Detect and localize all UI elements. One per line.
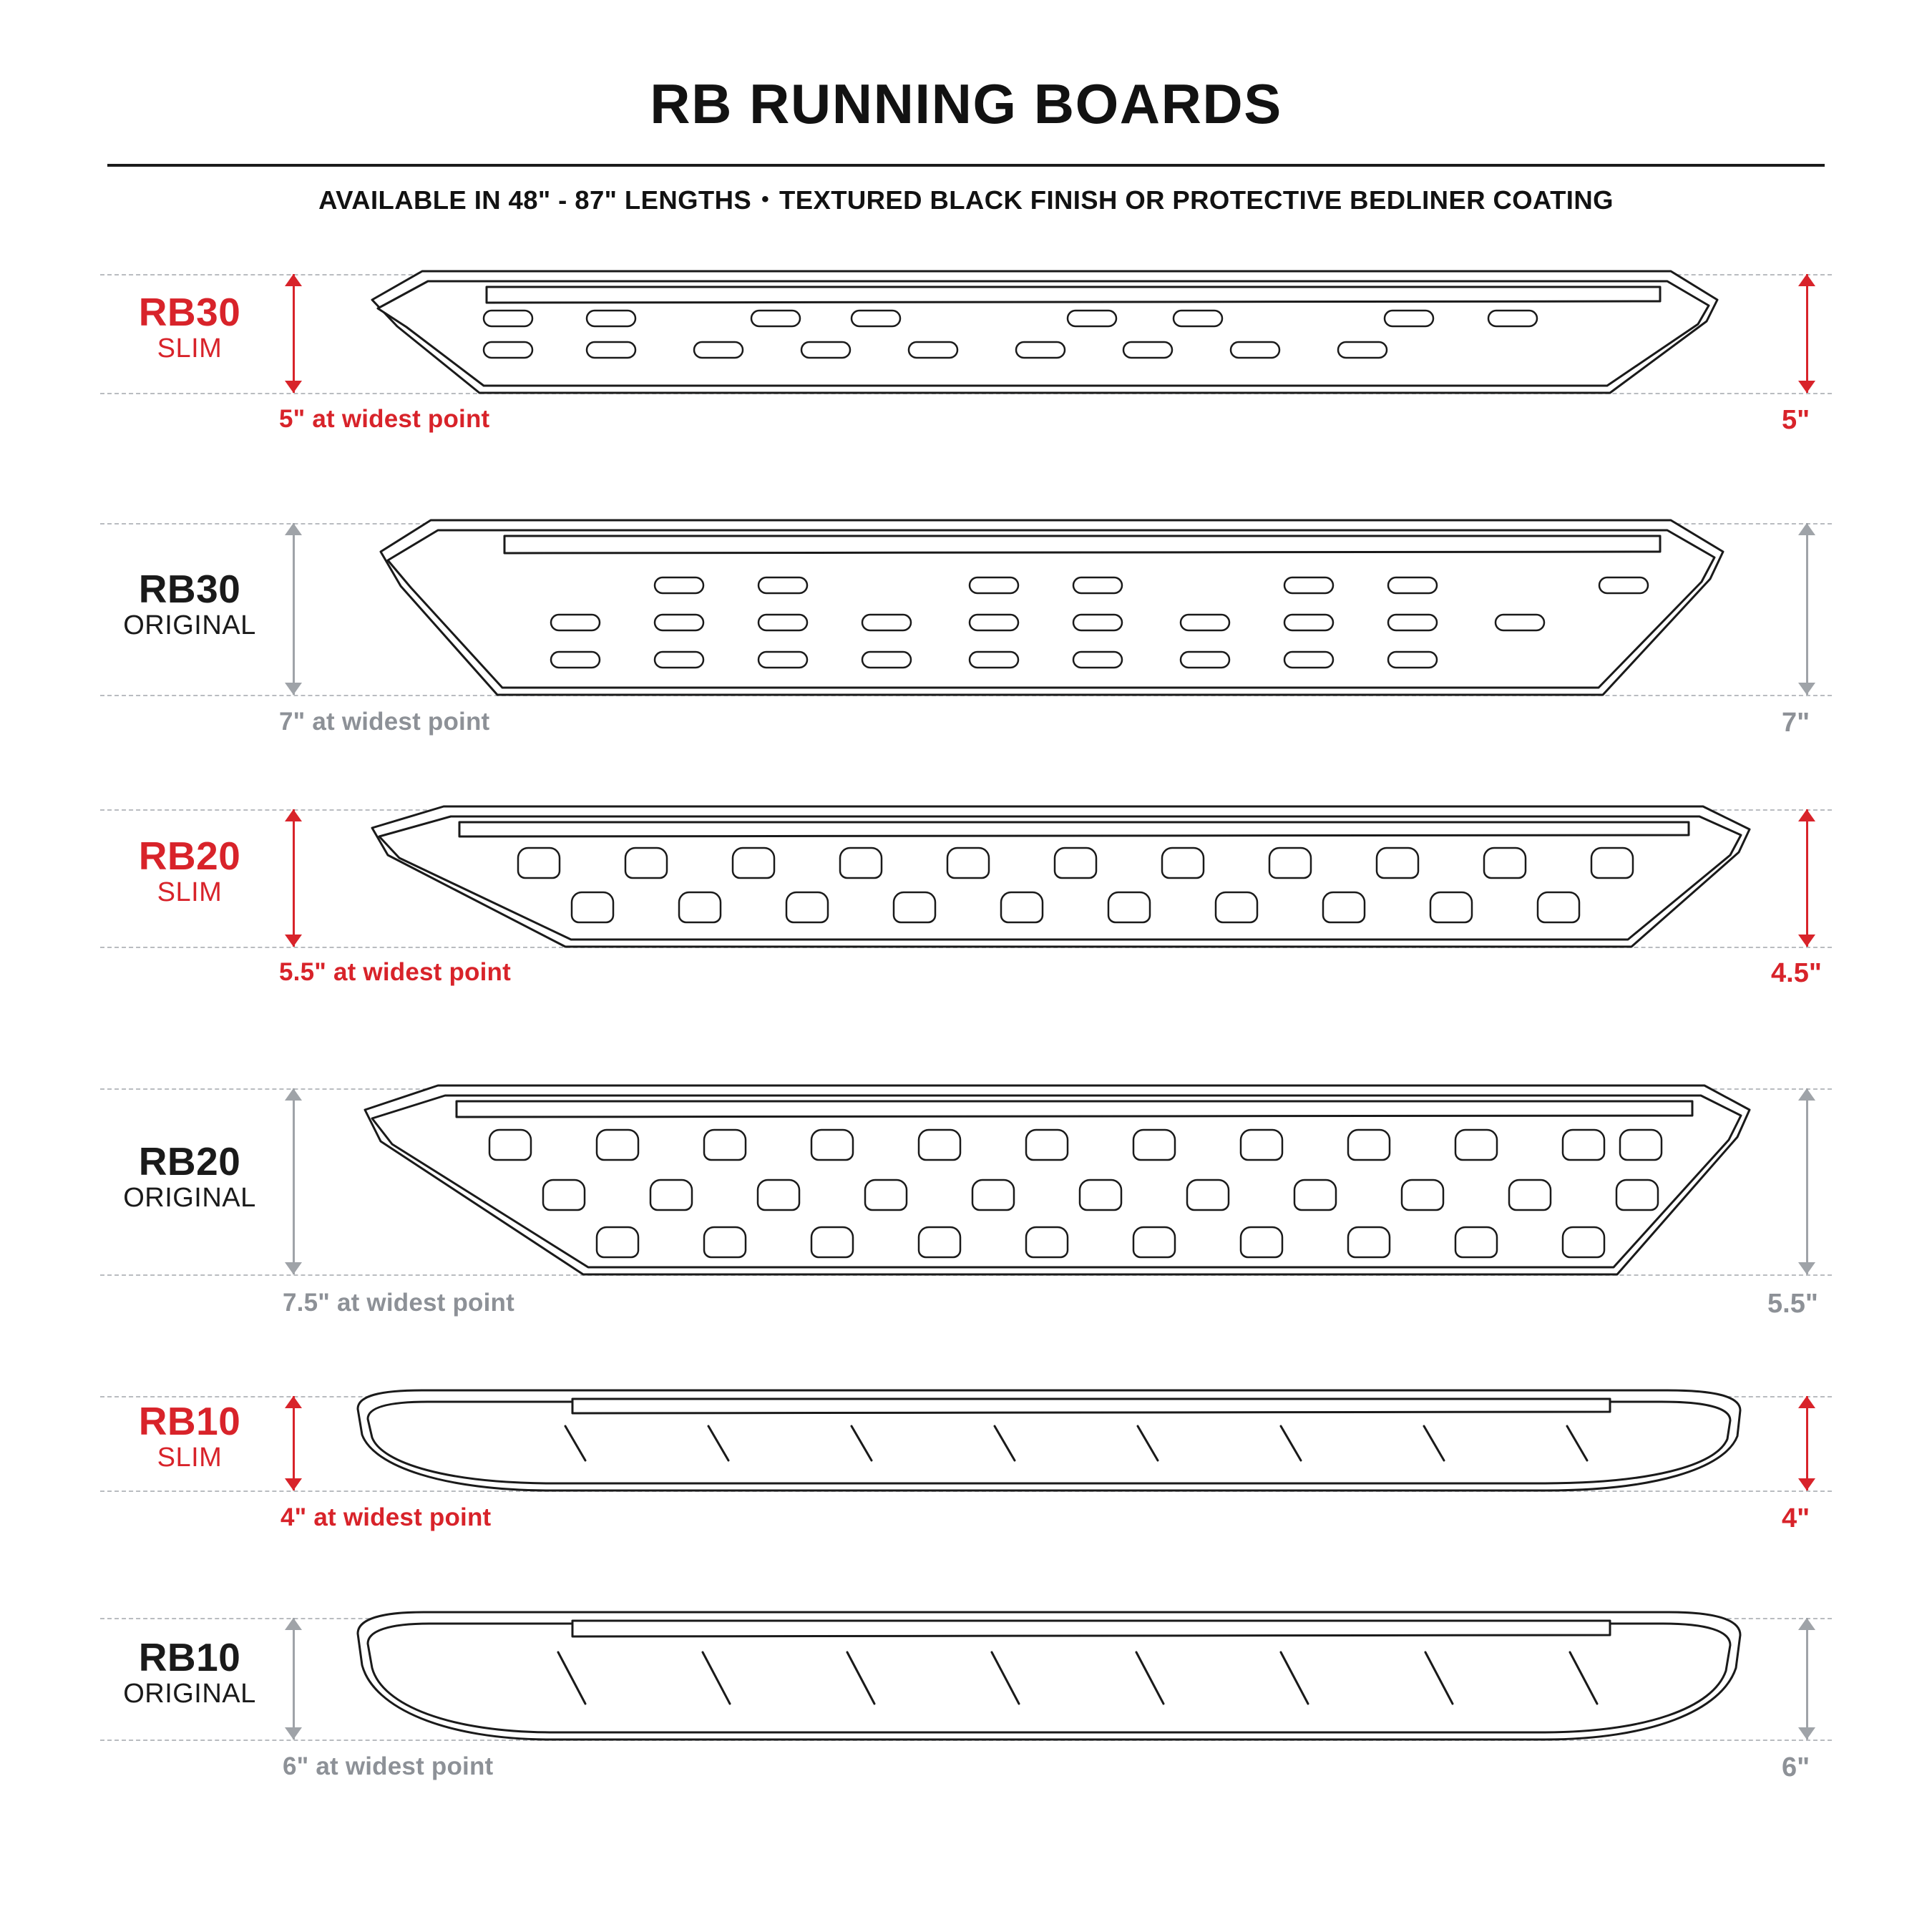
measure-arrow-down-icon xyxy=(1798,381,1815,393)
row-label-rb30-original xyxy=(107,566,272,643)
measure-arrow-down-icon xyxy=(1798,683,1815,695)
measure-arrow-up-icon xyxy=(1798,1088,1815,1101)
row-label-rb30-slim xyxy=(107,289,272,366)
variant-name: SLIM xyxy=(157,1442,223,1473)
variant-name: ORIGINAL xyxy=(123,1678,256,1709)
left-height-measure xyxy=(279,1088,308,1274)
measure-line xyxy=(1806,1618,1808,1740)
measure-arrow-up-icon xyxy=(285,1396,302,1408)
row-label-rb10-slim xyxy=(107,1398,272,1475)
measure-line xyxy=(293,274,295,393)
left-height-measure xyxy=(279,274,308,393)
board-drawing-rb30-original xyxy=(351,507,1753,715)
product-row-rb20-slim xyxy=(0,788,1932,1067)
board-drawing-rb30-slim xyxy=(343,258,1746,416)
left-height-measure xyxy=(279,523,308,695)
header-divider xyxy=(107,164,1825,167)
right-height-measure xyxy=(1792,523,1821,695)
measure-arrow-up-icon xyxy=(285,274,302,286)
measure-arrow-up-icon xyxy=(285,1088,302,1101)
measure-arrow-down-icon xyxy=(1798,935,1815,947)
widest-point-label: 5" at widest point xyxy=(279,404,490,433)
widest-point-label: 5.5" at widest point xyxy=(279,957,511,986)
measure-arrow-down-icon xyxy=(285,1727,302,1740)
subtitle-lengths: AVAILABLE IN 48" - 87" LENGTHS xyxy=(318,185,752,215)
board-drawing-rb20-original xyxy=(336,1073,1767,1302)
measure-line xyxy=(1806,809,1808,947)
height-value-label: 6" xyxy=(1782,1752,1810,1782)
header-subtitle xyxy=(107,185,1825,215)
right-height-measure xyxy=(1792,1618,1821,1740)
board-drawing-rb10-original xyxy=(336,1602,1760,1767)
widest-point-label: 7.5" at widest point xyxy=(283,1288,514,1317)
height-value-label: 4.5" xyxy=(1771,957,1822,988)
product-row-rb30-original xyxy=(0,502,1932,788)
row-label-rb10-original xyxy=(107,1634,272,1712)
measure-arrow-down-icon xyxy=(1798,1727,1815,1740)
variant-name: ORIGINAL xyxy=(123,610,256,640)
model-name: RB10 xyxy=(138,1634,241,1679)
measure-arrow-up-icon xyxy=(1798,274,1815,286)
variant-name: SLIM xyxy=(157,877,223,907)
subtitle-finish: TEXTURED BLACK FINISH OR PROTECTIVE BEDLINER COATING xyxy=(779,185,1614,215)
height-value-label: 5.5" xyxy=(1767,1288,1818,1319)
measure-arrow-up-icon xyxy=(1798,1396,1815,1408)
product-row-rb30-slim xyxy=(0,258,1932,502)
right-height-measure xyxy=(1792,1396,1821,1491)
measure-arrow-up-icon xyxy=(285,1618,302,1630)
measure-line xyxy=(293,1618,295,1740)
right-height-measure xyxy=(1792,1088,1821,1274)
measure-line xyxy=(1806,1088,1808,1274)
product-row-rb20-original xyxy=(0,1067,1932,1375)
variant-name: ORIGINAL xyxy=(123,1182,256,1213)
measure-line xyxy=(293,1088,295,1274)
measure-arrow-down-icon xyxy=(285,1478,302,1491)
measure-arrow-down-icon xyxy=(285,935,302,947)
product-row-rb10-original xyxy=(0,1596,1932,1847)
model-name: RB20 xyxy=(138,833,241,878)
measure-arrow-up-icon xyxy=(1798,809,1815,821)
measure-arrow-down-icon xyxy=(285,683,302,695)
variant-name: SLIM xyxy=(157,333,223,364)
left-height-measure xyxy=(279,1618,308,1740)
height-value-label: 4" xyxy=(1782,1503,1810,1533)
height-value-label: 5" xyxy=(1782,404,1810,435)
board-drawing-rb20-slim xyxy=(343,794,1767,972)
model-name: RB30 xyxy=(138,289,241,334)
measure-arrow-down-icon xyxy=(1798,1478,1815,1491)
measure-arrow-down-icon xyxy=(1798,1262,1815,1274)
measure-line xyxy=(293,809,295,947)
right-height-measure xyxy=(1792,809,1821,947)
row-label-rb20-slim xyxy=(107,833,272,910)
product-rows xyxy=(0,258,1932,1847)
widest-point-label: 4" at widest point xyxy=(280,1503,492,1531)
measure-arrow-up-icon xyxy=(1798,1618,1815,1630)
subtitle-separator: • xyxy=(761,187,770,211)
right-height-measure xyxy=(1792,274,1821,393)
widest-point-label: 7" at widest point xyxy=(279,707,490,736)
measure-line xyxy=(1806,523,1808,695)
height-value-label: 7" xyxy=(1782,707,1810,738)
model-name: RB20 xyxy=(138,1138,241,1184)
measure-arrow-up-icon xyxy=(285,523,302,535)
measure-line xyxy=(1806,1396,1808,1491)
measure-arrow-down-icon xyxy=(285,381,302,393)
widest-point-label: 6" at widest point xyxy=(283,1752,494,1780)
measure-arrow-up-icon xyxy=(1798,523,1815,535)
measure-arrow-down-icon xyxy=(285,1262,302,1274)
left-height-measure xyxy=(279,809,308,947)
left-height-measure xyxy=(279,1396,308,1491)
header xyxy=(0,0,1932,215)
product-row-rb10-slim xyxy=(0,1375,1932,1596)
measure-line xyxy=(293,523,295,695)
model-name: RB30 xyxy=(138,566,241,611)
page-title: RB RUNNING BOARDS xyxy=(650,72,1282,135)
measure-arrow-up-icon xyxy=(285,809,302,821)
row-label-rb20-original xyxy=(107,1138,272,1216)
measure-line xyxy=(293,1396,295,1491)
measure-line xyxy=(1806,274,1808,393)
board-drawing-rb10-slim xyxy=(336,1380,1760,1516)
model-name: RB10 xyxy=(138,1398,241,1443)
